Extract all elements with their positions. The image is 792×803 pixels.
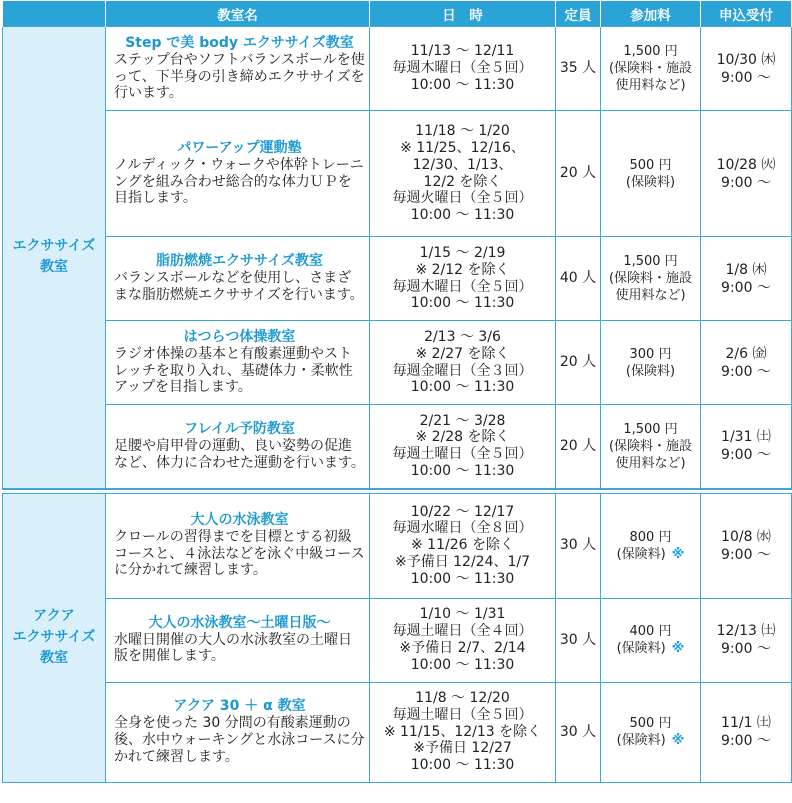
category-label: エクササイズ [12,238,96,255]
class-description: 足腰や肩甲骨の運動、良い姿勢の促進など、体力に合わせた運動を行います。 [114,437,365,471]
fee-line [601,174,700,191]
category-label: エクササイズ [12,629,96,645]
class-title: パワーアップ運動塾 [177,139,302,156]
fee-line [601,438,700,455]
class-title: フレイル予防教室 [184,421,295,438]
header-schedule: 日 時 [370,1,556,27]
class-description: ステップ台やソフトバランスボールを使って、下半身の引き締めエクササイズを行います。 [114,51,365,102]
fee-text: 300 円 [629,346,672,362]
schedule-line: 10:00 ～ 11:30 [410,379,515,396]
schedule-line: 10:00 ～ 11:30 [410,295,515,312]
fee-cell [601,682,701,782]
fee-cell [601,237,701,321]
application-line: 9:00 ～ [721,69,771,86]
capacity-cell: 30 人 [556,682,601,782]
fee-text: (保険料) [616,641,666,656]
fee-line [601,732,700,749]
schedule-cell [370,598,556,682]
application-line: 10/30 ㈭ [716,51,776,68]
fee-text: (保険料) [616,546,666,562]
fee-text: 1,500 円 [623,254,678,269]
fee-text: (保険料・施設 [608,438,693,454]
fee-cell [601,493,701,598]
application-line: 11/1 ㈯ [721,715,771,731]
schedule-line: 毎週火曜日（全５回） [392,190,533,207]
capacity-cell: 40 人 [556,237,601,321]
class-row [3,598,792,682]
fee-text: 500 円 [629,716,672,731]
application-line: 10/8 ㈬ [721,528,771,545]
fee-text: 1,500 円 [623,44,678,59]
fee-line [601,546,700,563]
fee-text: 使用料など) [615,288,686,303]
class-title: はつらつ体操教室 [183,328,296,345]
fee-cell [601,111,701,237]
class-name-cell [106,598,370,682]
note-mark: ※ [671,641,685,656]
fee-line [601,715,700,732]
schedule-line: 10:00 ～ 11:30 [410,656,515,673]
fee-line [601,346,700,363]
fee-line [601,421,700,438]
schedule-line: 12/30、1/13、 [412,156,513,173]
class-name-cell [106,405,370,489]
application-line: 12/13 ㈯ [716,623,776,639]
schedule-line: 2/13 ～ 3/6 [424,328,501,345]
category-cell [3,27,106,489]
class-row [3,237,792,321]
schedule-cell [370,405,556,489]
class-name-cell [106,237,370,321]
schedule-line: 毎週土曜日（全５回） [392,446,533,463]
capacity-cell: 35 人 [556,27,601,111]
class-row [3,27,792,111]
fee-text: 800 円 [629,529,672,545]
schedule-line: 10/22 ～ 12/17 [410,503,515,520]
fee-line [601,253,700,270]
class-schedule-table [2,0,792,783]
class-row [3,682,792,782]
application-cell [701,682,792,782]
schedule-line: ※ 11/25、12/16、 [400,139,525,156]
header-fee: 参加料 [601,1,701,27]
application-line: 9:00 ～ [721,363,771,380]
fee-line [601,529,700,546]
class-title: 脂肪燃焼エクササイズ教室 [156,253,323,270]
schedule-line: 11/13 ～ 12/11 [410,43,515,60]
schedule-line: 毎週水曜日（全８回） [392,520,533,537]
note-mark: ※ [671,733,685,748]
application-line: 2/6 ㈮ [725,345,767,362]
fee-line [601,287,700,304]
schedule-line: ※ 11/15、12/13 を除く [383,723,542,740]
fee-text: 1,500 円 [623,421,678,437]
schedule-line: 10:00 ～ 11:30 [410,463,515,480]
class-row [3,321,792,405]
category-label: 教室 [40,259,68,276]
class-description: クロールの習得までを目標とする初級コースと、４泳法などを泳ぐ中級コースに分かれて練習します。 [114,528,365,579]
fee-text: (保険料・施設 [608,61,693,76]
header-class-name: 教室名 [106,1,370,27]
application-cell [701,405,792,489]
class-row [3,493,792,598]
fee-cell [601,27,701,111]
note-mark: ※ [671,546,685,562]
class-name-cell [106,682,370,782]
application-cell [701,493,792,598]
schedule-line: ※予備日 2/7、2/14 [399,640,526,656]
schedule-line: 1/15 ～ 2/19 [419,244,506,261]
schedule-cell [370,27,556,111]
application-line: 1/8 ㈭ [725,261,767,278]
fee-line [601,455,700,472]
schedule-line: 10:00 ～ 11:30 [410,76,515,93]
fee-text: 使用料など) [615,455,686,471]
application-cell [701,598,792,682]
fee-text: 500 円 [629,157,672,173]
class-description: ノルディック・ウォークや体幹トレーニングを組み合わせ総合的な体力ＵＰを目指します。 [114,156,364,207]
class-row [3,405,792,489]
capacity-cell: 20 人 [556,111,601,237]
application-line: 1/31 ㈯ [721,429,771,446]
schedule-line: 毎週土曜日（全４回） [392,623,533,640]
fee-text: (保険料) [625,363,676,379]
class-title: 大人の水泳教室～土曜日版～ [148,614,331,631]
class-name-cell [106,321,370,405]
fee-line [601,363,700,380]
schedule-line: 10:00 ～ 11:30 [410,207,515,224]
application-line: 9:00 ～ [721,641,771,657]
class-name-cell [106,27,370,111]
fee-cell [601,321,701,405]
capacity-cell: 30 人 [556,493,601,598]
schedule-cell [370,237,556,321]
schedule-line: ※予備日 12/27 [413,740,512,757]
fee-line [601,43,700,60]
class-row [3,111,792,237]
class-title: 大人の水泳教室 [190,511,289,528]
capacity-cell: 20 人 [556,405,601,489]
schedule-line: ※ 11/26 を除く [411,537,514,554]
application-line: 9:00 ～ [721,447,771,464]
schedule-line: 2/21 ～ 3/28 [419,412,506,429]
class-description: バランスボールなどを使用し、さまざまな脂肪燃焼エクササイズを行います。 [114,270,364,303]
schedule-line: 毎週土曜日（全５回） [392,706,533,723]
schedule-line: ※ 2/28 を除く [415,429,510,446]
class-name-cell [106,111,370,237]
schedule-line: 毎週木曜日（全５回） [392,60,533,77]
class-title: Step で美 body エクササイズ教室 [125,34,354,51]
application-cell [701,321,792,405]
schedule-cell [370,682,556,782]
application-line: 10/28 ㈫ [716,156,776,173]
category-label: 教室 [40,650,68,666]
schedule-cell [370,321,556,405]
schedule-line: ※ 2/12 を除く [415,261,510,278]
schedule-cell [370,111,556,237]
fee-line [601,77,700,94]
schedule-line: 毎週金曜日（全３回） [392,362,533,379]
schedule-line: 10:00 ～ 11:30 [410,757,515,774]
header-application: 申込受付 [701,1,792,27]
class-name-cell [106,493,370,598]
category-cell [3,493,106,782]
fee-text: (保険料・施設 [608,271,693,286]
fee-cell [601,405,701,489]
application-line: 9:00 ～ [721,546,771,563]
class-description: 水曜日開催の大人の水泳教室の土曜日版を開催します。 [114,631,352,665]
class-description: ラジオ体操の基本と有酸素運動やストレッチを取り入れ、基礎体力・柔軟性アップを目指します。 [114,345,353,396]
header-capacity: 定員 [556,1,601,27]
schedule-line: ※予備日 12/24、1/7 [394,553,531,570]
schedule-line: 1/10 ～ 1/31 [419,606,506,623]
fee-line [601,640,700,657]
fee-text: 使用料など) [615,78,686,93]
fee-cell [601,598,701,682]
fee-text: 400 円 [629,624,672,639]
schedule-line: 11/18 ～ 1/20 [415,123,510,140]
application-cell [701,27,792,111]
fee-line [601,157,700,174]
schedule-line: 11/8 ～ 12/20 [415,690,510,706]
application-cell [701,111,792,237]
header-row [3,1,792,27]
fee-text: (保険料) [625,174,676,190]
application-cell [701,237,792,321]
class-title: アクア 30 ＋ α 教室 [173,698,306,715]
schedule-line: ※ 2/27 を除く [415,345,510,362]
category-label: アクア [33,608,75,624]
fee-line [601,60,700,77]
fee-line [601,623,700,640]
capacity-cell: 30 人 [556,598,601,682]
schedule-line: 毎週木曜日（全５回） [392,278,533,295]
fee-text: (保険料) [616,733,666,748]
application-line: 9:00 ～ [721,279,771,296]
schedule-line: 10:00 ～ 11:30 [410,570,515,587]
application-line: 9:00 ～ [721,174,771,191]
capacity-cell: 20 人 [556,321,601,405]
schedule-line: 12/2 を除く [423,173,502,190]
application-line: 9:00 ～ [721,733,771,749]
schedule-cell [370,493,556,598]
header-category [3,1,106,27]
class-description: 全身を使った 30 分間の有酸素運動の後、水中ウォーキングと水泳コースに分かれて練習します。 [114,715,365,765]
fee-line [601,270,700,287]
